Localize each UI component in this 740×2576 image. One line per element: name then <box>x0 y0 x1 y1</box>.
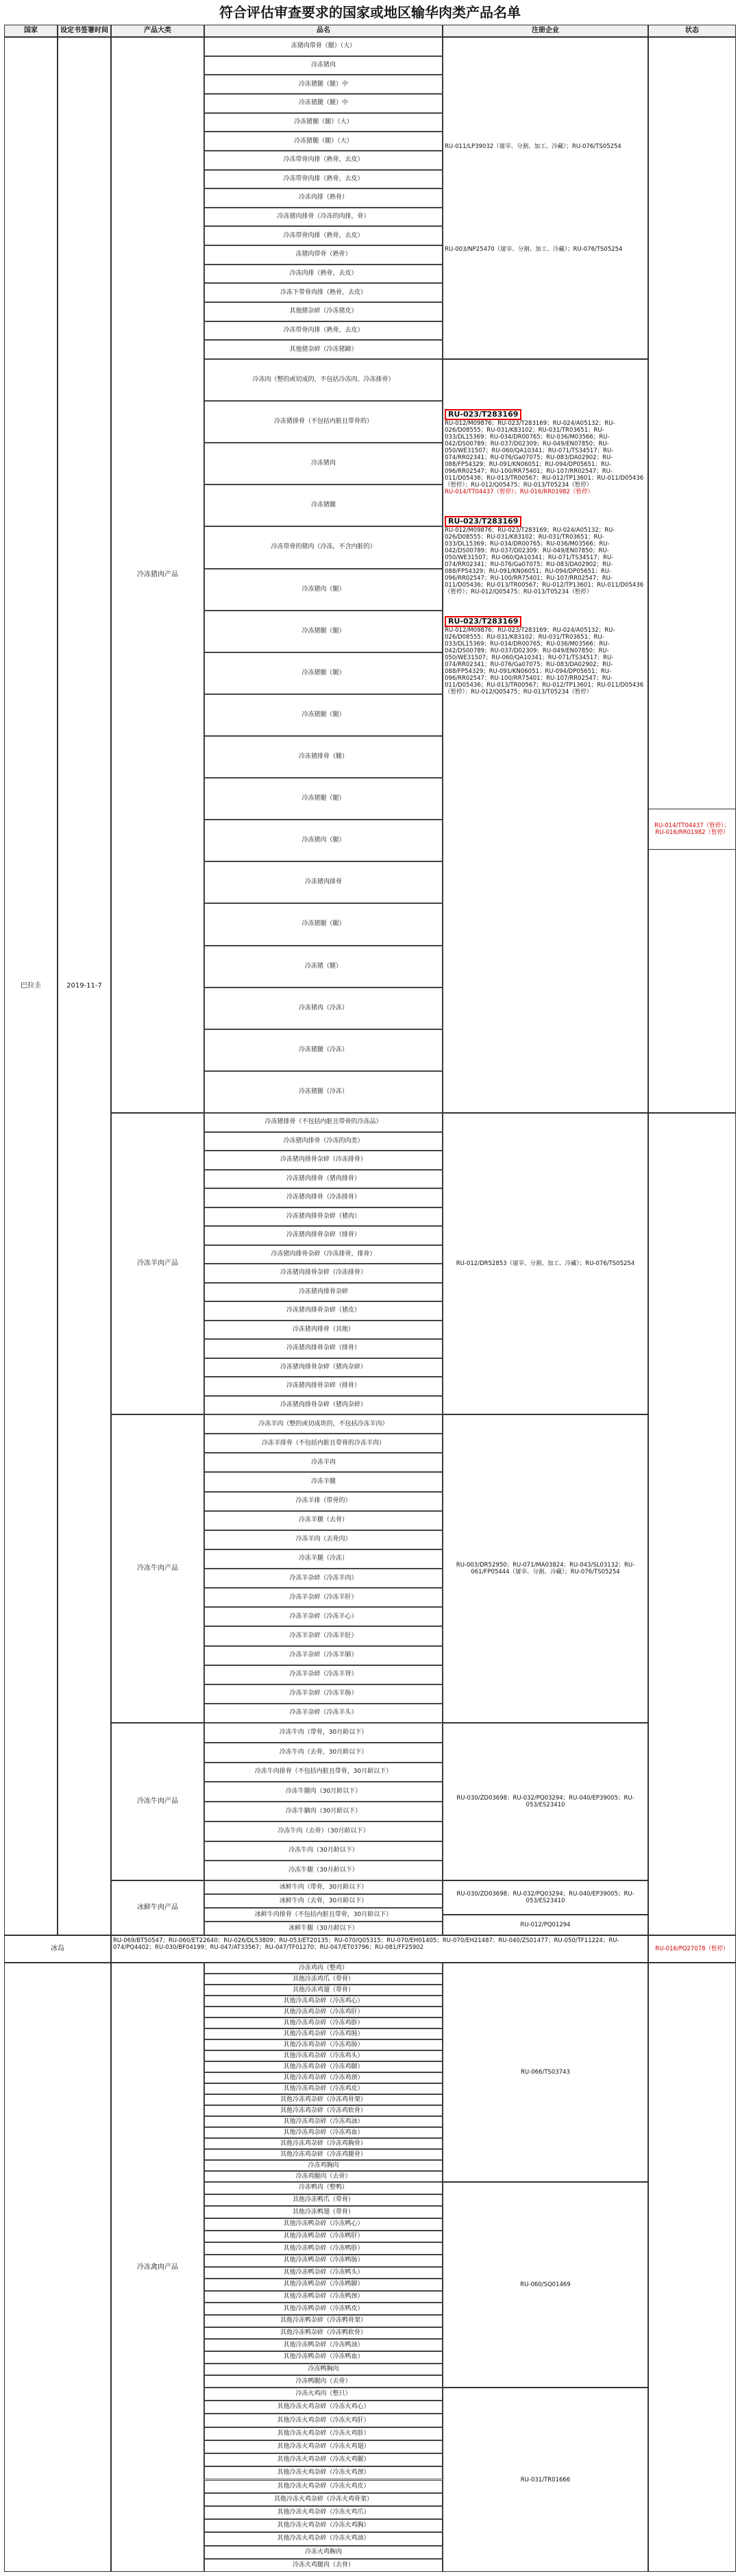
product-row: 冷冻猪肉（腿） <box>204 820 443 861</box>
country-cell: 冰岛 <box>4 1935 111 1963</box>
product-row: 冷冻猪腿（冷冻） <box>204 1071 443 1113</box>
product-row: 冷冻鸭肉（整鸭） <box>204 2182 443 2194</box>
category-cell: 冰鲜牛肉产品 <box>111 1880 204 1935</box>
product-row: 其他冷冻鸡杂碎（冷冻鸡骨架） <box>204 2094 443 2105</box>
product-row: 其他冷冻鸡杂碎（冷冻鸡肫） <box>204 2028 443 2039</box>
product-row: 其他冷冻鸭杂碎（冷冻鸭脚） <box>204 2279 443 2291</box>
product-row: 冷冻猪肉 <box>204 443 443 484</box>
highlighted-registration: RU-023/T283169 <box>445 616 521 627</box>
company-text-suspended: RU-014/TT04437（暂停）；RU-016/RR01982（暂停） <box>445 489 593 495</box>
product-row: 冷冻带骨肉排（熟骨，去皮） <box>204 226 443 245</box>
company-cell: RU-030/ZD03698；RU-032/PQ03294；RU-040/EP39005；RU-053/ES23410 <box>443 1880 648 1915</box>
page-title: 符合评估审查要求的国家或地区输华肉类产品名单 <box>219 4 521 21</box>
product-row: 冷冻下带骨肉排（熟骨，去皮） <box>204 283 443 302</box>
company-text: RU-012/M09876；RU-023/T283169；RU-024/A05132；RU-026/D08555；RU-031/K83102；RU-031/TR03651；RU-033/DL15369；RU-034/DR00765；RU-036/M03566；RU-042/DS00789；RU-037/D02309；RU-049/EN07850；RU-050/WE31507；RU-060/QA10341；RU-071/TS34517；RU-074/RR02341；RU-076/Ga07075；RU-083/DA02902；RU-088/FP54329；RU-091/KN06051；RU-094/DP05651；RU-096/RR02547；RU-100/RR75401；RU-107/RR02547；RU-011/D05436；RU-013/TR00567；RU-012/TP13601；RU-011/D05436（暂停）；RU-012/Q05475；RU-013/T05234（暂停） <box>445 420 644 489</box>
product-row: 冷冻带骨肉排（熟骨，去皮） <box>204 321 443 341</box>
product-row: 冷冻猪肉排骨杂碎（冷冻排骨） <box>204 1151 443 1170</box>
product-row: 冷冻羊排骨（不包括内脏且带骨的冷冻羊肉） <box>204 1434 443 1453</box>
product-row: 其他冷冻鸭杂碎（冷冻鸭血） <box>204 2351 443 2364</box>
company-cell: RU-060/SQ01469 <box>443 2182 648 2388</box>
product-row: 其他冷冻鸭爪（带骨） <box>204 2194 443 2207</box>
product-row: 其他冷冻鸡杂碎（冷冻鸡油） <box>204 2116 443 2127</box>
product-row: 冷冻猪肉排骨杂碎（排骨） <box>204 1226 443 1245</box>
product-row: 冰鲜牛肉（去骨，30月龄以下） <box>204 1894 443 1908</box>
product-row: 冷冻猪肉排骨杂碎（猪肉） <box>204 1207 443 1227</box>
product-row: 其他冷冻鸭杂碎（冷冻鸭心） <box>204 2218 443 2231</box>
product-row: 其他冷冻火鸡杂碎（冷冻火鸡胸） <box>204 2519 443 2532</box>
product-row: 其他冷冻鸭杂碎（冷冻鸭油） <box>204 2339 443 2351</box>
highlighted-registration: RU-023/T283169 <box>445 409 521 420</box>
category-cell: 冷冻猪肉产品 <box>111 37 204 1113</box>
product-row: 其他冷冻鸭翅（带骨） <box>204 2206 443 2218</box>
product-row: 冷冻带骨的猪肉（冷冻，不含内脏的） <box>204 526 443 568</box>
product-row: 冷冻羊杂碎（冷冻羊肾） <box>204 1665 443 1684</box>
header-date: 设定书签署时间 <box>58 25 111 37</box>
product-row: 冷冻带骨肉排（熟骨，去皮） <box>204 151 443 170</box>
product-row: 冷冻猪肉排骨杂碎（猪肉杂碎） <box>204 1396 443 1415</box>
company-cell: RU-003/DR52950；RU-071/MA03824；RU-043/SL03132；RU-061/FP05444（屠宰、分割、冷藏）；RU-076/TS05254 <box>443 1414 648 1723</box>
product-row: 冷冻猪肉排骨杂碎（冷冻排骨，排骨） <box>204 1245 443 1264</box>
product-row: 冻猪肉带骨（腿）（大） <box>204 37 443 56</box>
product-row: 冷冻牛腿（30月龄以下） <box>204 1861 443 1880</box>
product-row: 冰鲜牛肉（带骨，30月龄以下） <box>204 1880 443 1894</box>
product-row: 冷冻猪肉排骨（其他） <box>204 1321 443 1340</box>
product-row: 其他冷冻火鸡杂碎（冷冻火鸡皮） <box>204 2480 443 2493</box>
category-cell: 冷冻牛肉产品 <box>111 1723 204 1880</box>
product-row: 冷冻牛肉（30月龄以下） <box>204 1841 443 1861</box>
product-row: 其他冷冻鸭杂碎（冷冻鸭皮） <box>204 2303 443 2315</box>
product-row: 冷冻鸭胸肉 <box>204 2364 443 2376</box>
product-row: 其他冷冻火鸡杂碎（冷冻火鸡翅） <box>204 2440 443 2453</box>
product-row: 冷冻鸡腿肉（去骨） <box>204 2171 443 2182</box>
product-row: 其他冷冻火鸡杂碎（冷冻火鸡颈） <box>204 2466 443 2479</box>
product-row: 其他冷冻鸭杂碎（冷冻鸭肝） <box>204 2231 443 2243</box>
product-row: 冷冻鸭腿肉（去骨） <box>204 2375 443 2388</box>
product-row: 冷冻牛肉（带骨，30月龄以下） <box>204 1723 443 1743</box>
company-cell <box>443 359 648 1113</box>
header-country: 国家 <box>4 25 58 37</box>
product-row: 其他猪杂碎（冷冻猪蹄） <box>204 340 443 359</box>
product-row: 冷冻羊杂碎（冷冻羊头） <box>204 1704 443 1723</box>
company-text: RU-003/NP25470（屠宰、分割、加工、冷藏）；RU-076/TS05254 <box>445 246 623 253</box>
product-row: 冷冻猪肉排骨（冷冻排骨） <box>204 1188 443 1207</box>
company-cell: RU-031/TR01666 <box>443 2388 648 2572</box>
product-row: 冷冻羊杂碎（冷冻羊肝） <box>204 1588 443 1607</box>
product-row: 其他冷冻鸡杂碎（冷冻鸡头） <box>204 2050 443 2061</box>
product-row: 其他冷冻鸭杂碎（冷冻鸭肠） <box>204 2255 443 2267</box>
product-row: 冷冻猪肉排骨杂碎 <box>204 1283 443 1302</box>
product-row: 冷冻火鸡腿肉（去骨） <box>204 2559 443 2572</box>
category-cell: 冷冻羊肉产品 <box>111 1113 204 1414</box>
status-cell <box>648 37 736 1113</box>
product-row: 冷冻羊肉（去骨肉） <box>204 1530 443 1549</box>
country-cell: 巴拉圭 <box>4 37 58 1935</box>
product-row: 冷冻猪腿（腿） <box>204 652 443 694</box>
product-row: 冷冻羊杂碎（冷冻羊肠） <box>204 1684 443 1704</box>
product-row: 冻猪肉带骨（熟骨） <box>204 245 443 265</box>
product-row: 冰鲜牛腿（30月龄以下） <box>204 1922 443 1935</box>
product-row: 冷冻猪腿 <box>204 484 443 526</box>
product-row: 冷冻猪肉排骨杂碎（冷冻排骨） <box>204 1264 443 1283</box>
product-row: 其他冷冻火鸡杂碎（冷冻火鸡心） <box>204 2401 443 2414</box>
product-row: 冷冻羊杂碎（冷冻羊肺） <box>204 1646 443 1665</box>
product-row: 冷冻猪肉 <box>204 56 443 75</box>
header-company: 注册企业 <box>443 25 648 37</box>
product-row: 冷冻牛肉排骨（不包括内脏且带骨，30月龄以下） <box>204 1763 443 1782</box>
product-row: 冷冻猪肉排骨（冷冻的肉类） <box>204 1132 443 1151</box>
highlighted-registration: RU-023/T283169 <box>445 516 521 527</box>
product-row: 其他冷冻鸭杂碎（冷冻鸭颈） <box>204 2291 443 2303</box>
company-text: RU-011/LP39032（屠宰、分割、加工、冷藏）；RU-076/TS05254 <box>445 143 621 150</box>
header-category: 产品大类 <box>111 25 204 37</box>
product-row: 其他冷冻鸡爪（带骨） <box>204 1974 443 1985</box>
product-row: 冷冻火鸡肉（整只） <box>204 2388 443 2401</box>
product-row: 其他冷冻鸭杂碎（冷冻鸭头） <box>204 2267 443 2279</box>
product-row: 其他冷冻鸡杂碎（冷冻鸡血） <box>204 2127 443 2138</box>
product-row: 冷冻牛腿肉（30月龄以下） <box>204 1782 443 1802</box>
country-cell <box>4 1963 111 2572</box>
status-text: RU-014/TT04437（暂停）；RU-016/RR01982（暂停） <box>648 809 736 850</box>
date-cell: 2019-11-7 <box>58 37 111 1935</box>
product-row: 冷冻猪肉排骨杂碎（排骨） <box>204 1377 443 1396</box>
product-row: 冷冻猪排骨（不包括内脏且带骨的冷冻品） <box>204 1113 443 1132</box>
product-row: 其他冷冻鸡翅（带骨） <box>204 1985 443 1996</box>
product-row: 冷冻猪腿（腿）（大） <box>204 113 443 132</box>
product-row: 冷冻猪排骨（腿） <box>204 736 443 778</box>
company-text: RU-012/M09876；RU-023/T283169；RU-024/A05132；RU-026/D08555；RU-031/K83102；RU-031/TR03651；RU-033/DL15369；RU-034/DR00765；RU-036/M03566；RU-042/DS00789；RU-037/D02309；RU-049/EN07850；RU-050/WE31507；RU-060/QA10341；RU-071/TS34517；RU-074/RR02341；RU-076/Ga07075；RU-083/DA02902；RU-088/FP54329；RU-091/KN06051；RU-094/DP05651；RU-096/RR02547；RU-100/RR75401；RU-107/RR02547；RU-011/D05436；RU-013/TR00567；RU-012/TP13601；RU-011/D05436（暂停）；RU-012/Q05475；RU-013/T05234（暂停） <box>445 627 644 696</box>
product-row: 其他冷冻鸡杂碎（冷冻鸡颈） <box>204 2072 443 2083</box>
product-row: 其他冷冻鸡杂碎（冷冻鸡胗） <box>204 2017 443 2028</box>
company-cell: RU-066/TS03743 <box>443 1963 648 2182</box>
product-row: 其他冷冻鸭杂碎（冷冻鸭骨架） <box>204 2315 443 2327</box>
product-row: 其他冷冻火鸡杂碎（冷冻火鸡油） <box>204 2532 443 2545</box>
product-row: 冷冻鸡胸肉 <box>204 2160 443 2171</box>
company-cell: RU-069/BT50547；RU-060/ET22640；RU-026/DL53809；RU-053/ET20135；RU-070/Q05315；RU-070/EH01405；RU-070/EH21487；RU-040/ZS01477；RU-050/TF11224；RU-074/PQ4402；RU-030/BF04199；RU-047/AT33567；RU-047/TF01270；RU-047/ET03796；RU-081/FF25902 <box>111 1935 648 1963</box>
company-text: RU-012/M09876；RU-023/T283169；RU-024/A05132；RU-026/D08555；RU-031/K83102；RU-031/TR03651；RU-033/DL15369；RU-034/DR00765；RU-036/M03566；RU-042/DS00789；RU-037/D02309；RU-049/EN07850；RU-050/WE31507；RU-060/QA10341；RU-071/TS34517；RU-074/RR02341；RU-076/Ga07075；RU-083/DA02902；RU-088/FP54329；RU-091/KN06051；RU-094/DP05651；RU-096/RR02547；RU-100/RR75401；RU-107/RR02547；RU-011/D05436；RU-013/TR00567；RU-012/TP13601；RU-011/D05436（暂停）；RU-012/Q05475；RU-013/T05234（暂停） <box>445 527 644 596</box>
product-row: 冷冻猪腿（腿） <box>204 778 443 820</box>
product-row: 冷冻牛肉（去骨）（30月龄以下） <box>204 1821 443 1841</box>
product-row: 冷冻猪腿（腿）（大） <box>204 132 443 151</box>
product-row: 冰鲜牛肉排骨（不包括内脏且带骨，30月龄以下） <box>204 1908 443 1922</box>
product-row: 其他冷冻火鸡杂碎（冷冻火鸡胗） <box>204 2427 443 2440</box>
product-row: 冷冻羊腿 <box>204 1472 443 1491</box>
status-text: RU-016/PQ27078（暂停） <box>648 1935 736 1963</box>
product-row: 冷冻猪腿（腿） <box>204 903 443 945</box>
company-cell: RU-012/PQ01294 <box>443 1915 648 1935</box>
product-row: 其他冷冻火鸡杂碎（冷冻火鸡爪） <box>204 2506 443 2519</box>
product-row: 冷冻猪腿（腿）中 <box>204 75 443 94</box>
product-row: 其他冷冻鸡杂碎（冷冻鸡肝） <box>204 2007 443 2017</box>
product-row: 冷冻猪腿（腿）中 <box>204 94 443 113</box>
product-row: 冷冻猪排骨（不包括内脏且带骨的） <box>204 401 443 443</box>
product-row: 其他冷冻鸭杂碎（冷冻鸭胗） <box>204 2242 443 2255</box>
product-row: 其他冷冻鸭杂碎（冷冻鸭软骨） <box>204 2327 443 2340</box>
category-cell: 冷冻牛肉产品 <box>111 1414 204 1723</box>
product-row: 冷冻鸡肉（整鸡） <box>204 1963 443 1974</box>
product-row: 冷冻猪肉排骨 <box>204 861 443 903</box>
product-row: 其他冷冻火鸡杂碎（冷冻火鸡骨架） <box>204 2493 443 2506</box>
company-cell: RU-012/DR52853（屠宰、分割、加工、冷藏）；RU-076/TS05254 <box>443 1113 648 1414</box>
product-row: 冷冻肉排（熟骨） <box>204 188 443 208</box>
product-row: 其他冷冻鸡杂碎（冷冻鸡心） <box>204 1996 443 2007</box>
product-row: 冷冻羊肉（整的或切成块的，不包括冷冻羊肉） <box>204 1414 443 1434</box>
product-row: 冷冻猪肉排骨（猪肉排骨） <box>204 1170 443 1189</box>
product-row: 冷冻肉排（熟骨，去皮） <box>204 265 443 284</box>
category-cell: 冷冻禽肉产品 <box>111 1963 204 2572</box>
product-row: 其他冷冻鸡杂碎（冷冻鸡腿骨） <box>204 2149 443 2160</box>
product-row: 其他冷冻火鸡杂碎（冷冻火鸡肝） <box>204 2414 443 2427</box>
product-row: 其他冷冻鸡杂碎（冷冻鸡皮） <box>204 2083 443 2094</box>
product-row: 冷冻羊肉 <box>204 1453 443 1472</box>
product-row: 冷冻带骨肉排（熟骨，去皮） <box>204 170 443 189</box>
product-row: 冷冻羊腿（去骨） <box>204 1511 443 1530</box>
product-row: 冷冻羊排（带骨的） <box>204 1492 443 1511</box>
product-row: 其他冷冻鸡杂碎（冷冻鸡肠） <box>204 2039 443 2050</box>
product-row: 冷冻肉（整的或切成的，不包括冷冻肉、冷冻排骨） <box>204 359 443 401</box>
product-row: 冷冻猪腿（冷冻） <box>204 1029 443 1071</box>
product-row: 冷冻猪腿（腿） <box>204 611 443 652</box>
product-row: 冷冻猪肉（腿） <box>204 569 443 611</box>
status-cell <box>648 1113 736 1935</box>
product-row: 冷冻牛肉（去骨，30月龄以下） <box>204 1743 443 1763</box>
status-cell <box>648 1963 736 2572</box>
product-row: 冷冻牛腩肉（30月龄以下） <box>204 1802 443 1821</box>
product-row: 其他猪杂碎（冷冻猪皮） <box>204 302 443 321</box>
header-status: 状态 <box>648 25 736 37</box>
product-row: 冷冻羊腿（冷冻） <box>204 1549 443 1569</box>
product-row: 冷冻羊杂碎（冷冻羊肉） <box>204 1569 443 1588</box>
product-row: 其他冷冻火鸡杂碎（冷冻火鸡腿） <box>204 2453 443 2466</box>
product-row: 冷冻猪腿（腿） <box>204 694 443 736</box>
product-row: 冷冻猪肉排骨杂碎（猪肉杂碎） <box>204 1358 443 1377</box>
product-row: 冷冻羊杂碎（冷冻羊肚） <box>204 1626 443 1645</box>
company-cell: RU-030/ZD03698；RU-032/PQ03294；RU-040/EP39005；RU-053/ES23410 <box>443 1723 648 1880</box>
product-row: 冷冻猪肉排骨杂碎（排骨） <box>204 1339 443 1358</box>
product-row: 冷冻羊杂碎（冷冻羊心） <box>204 1607 443 1626</box>
header-product: 品名 <box>204 25 443 37</box>
company-cell <box>443 37 648 359</box>
product-row: 冷冻猪肉（冷冻） <box>204 988 443 1029</box>
product-row: 冷冻猪肉排骨（冷冻的肉排，骨） <box>204 208 443 227</box>
product-row: 其他冷冻鸡杂碎（冷冻鸡脚） <box>204 2061 443 2072</box>
product-row: 其他冷冻鸡杂碎（冷冻鸡软骨） <box>204 2105 443 2116</box>
product-row: 冷冻火鸡胸肉 <box>204 2546 443 2559</box>
product-row: 冷冻猪（腿） <box>204 946 443 988</box>
product-row: 冷冻猪肉排骨杂碎（猪皮） <box>204 1301 443 1321</box>
product-row: 其他冷冻鸡杂碎（冷冻鸡胸骨） <box>204 2138 443 2149</box>
